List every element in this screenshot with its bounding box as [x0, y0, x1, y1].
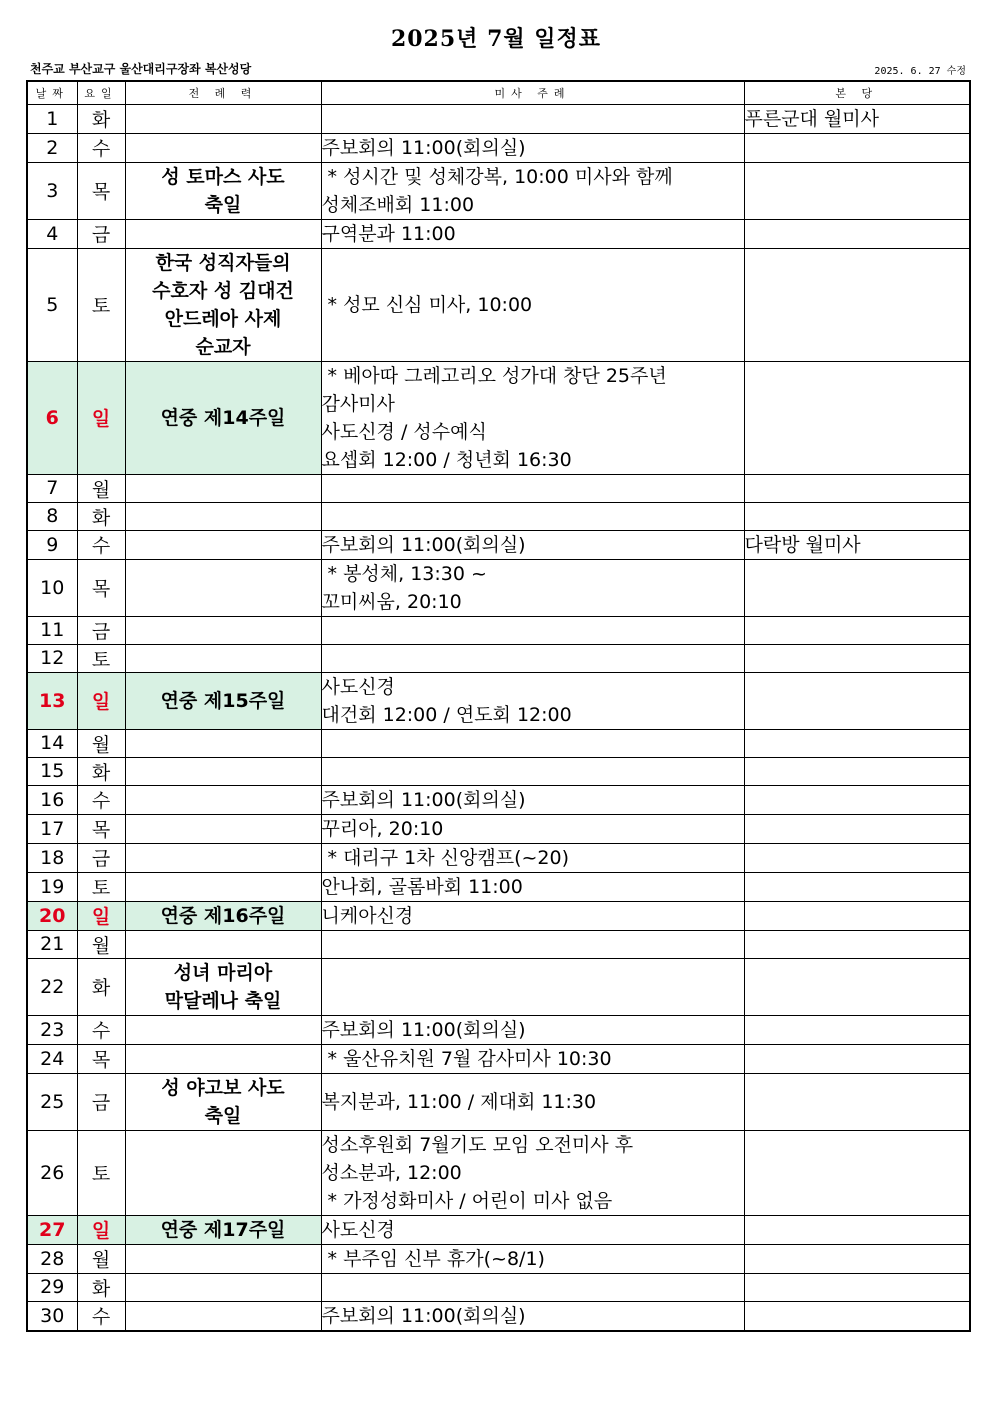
mass-cell: [321, 729, 744, 757]
liturgy-cell-line: 성 야고보 사도: [161, 1076, 285, 1099]
table-row: [27, 901, 970, 930]
table-row: [27, 1130, 970, 1215]
mass-cell-line: 주보회의 11:00(회의실): [321, 1018, 526, 1041]
parish-cell-line: 다락방 월미사: [744, 533, 861, 556]
parish-cell: [744, 219, 970, 248]
parish-cell: [744, 474, 970, 502]
day-cell: 4: [27, 219, 77, 248]
liturgy-cell: [125, 474, 321, 502]
liturgy-cell: [125, 785, 321, 814]
parish-name: 천주교 부산교구 울산대리구장좌 복산성당: [30, 62, 252, 76]
parish-cell: [744, 162, 970, 219]
day-cell: 2: [27, 133, 77, 162]
liturgy-cell: [125, 930, 321, 958]
table-row: [27, 785, 970, 814]
parish-cell: [744, 1044, 970, 1073]
table-header-row: [27, 81, 970, 104]
header-liturgy: 전 례 력: [125, 81, 321, 104]
weekday-cell: 월: [77, 1244, 125, 1273]
mass-cell-line: 대건회 12:00 / 연도회 12:00: [321, 703, 572, 726]
mass-cell-line: * 부주임 신부 휴가(~8/1): [321, 1247, 545, 1270]
liturgy-cell-line: 연중 제16주일: [160, 904, 286, 927]
table-row: [27, 1301, 970, 1331]
parish-cell-line: 푸른군대 월미사: [744, 107, 880, 130]
mass-cell: [321, 872, 744, 901]
parish-cell: [744, 757, 970, 785]
mass-cell: [321, 785, 744, 814]
mass-cell-line: * 성모 신심 미사, 10:00: [321, 293, 533, 316]
liturgy-cell: [125, 958, 321, 1015]
mass-cell: [321, 1244, 744, 1273]
table-row: [27, 843, 970, 872]
liturgy-cell: [125, 219, 321, 248]
table-row: [27, 361, 970, 474]
weekday-cell: 목: [77, 814, 125, 843]
weekday-cell: 화: [77, 502, 125, 530]
parish-cell: [744, 1301, 970, 1331]
parish-cell: [744, 958, 970, 1015]
day-cell: 13: [27, 672, 77, 729]
liturgy-cell-line: 수호자 성 김대건: [152, 279, 294, 302]
table-row: [27, 559, 970, 616]
parish-cell: [744, 1273, 970, 1301]
parish-cell: [744, 104, 970, 133]
parish-cell: [744, 248, 970, 361]
liturgy-cell: [125, 530, 321, 559]
table-row: [27, 616, 970, 644]
mass-cell-line: 꾸리아, 20:10: [321, 817, 444, 840]
mass-cell: [321, 843, 744, 872]
liturgy-cell: [125, 559, 321, 616]
table-row: [27, 1015, 970, 1044]
day-cell: 16: [27, 785, 77, 814]
weekday-cell: 금: [77, 1073, 125, 1130]
mass-cell: [321, 133, 744, 162]
liturgy-cell: [125, 644, 321, 672]
schedule-body: [27, 104, 970, 1331]
weekday-cell: 금: [77, 219, 125, 248]
table-row: [27, 1073, 970, 1130]
mass-cell: [321, 644, 744, 672]
parish-cell: [744, 1130, 970, 1215]
day-cell: 22: [27, 958, 77, 1015]
parish-cell: [744, 785, 970, 814]
liturgy-cell: [125, 1273, 321, 1301]
mass-cell-line: 꼬미씨움, 20:10: [321, 590, 462, 613]
table-row: [27, 248, 970, 361]
day-cell: 19: [27, 872, 77, 901]
schedule-table: [26, 80, 971, 1332]
weekday-cell: 일: [77, 361, 125, 474]
table-row: [27, 104, 970, 133]
table-row: [27, 930, 970, 958]
day-cell: 5: [27, 248, 77, 361]
mass-cell-line: * 베아따 그레고리오 성가대 창단 25주년: [321, 364, 667, 387]
table-row: [27, 814, 970, 843]
mass-cell: [321, 1273, 744, 1301]
day-cell: 14: [27, 729, 77, 757]
mass-cell: [321, 1073, 744, 1130]
day-cell: 15: [27, 757, 77, 785]
weekday-cell: 월: [77, 474, 125, 502]
mass-cell-line: 사도신경: [321, 1218, 395, 1241]
parish-cell: [744, 1215, 970, 1244]
weekday-cell: 금: [77, 616, 125, 644]
mass-cell-line: 성소분과, 12:00: [321, 1161, 462, 1184]
table-row: [27, 502, 970, 530]
liturgy-cell-line: 안드레아 사제: [164, 307, 282, 330]
liturgy-cell: [125, 814, 321, 843]
mass-cell-line: 안나회, 골롬바회 11:00: [321, 875, 523, 898]
weekday-cell: 수: [77, 133, 125, 162]
mass-cell-line: * 대리구 1차 신앙캠프(~20): [321, 846, 570, 869]
parish-cell: [744, 930, 970, 958]
liturgy-cell: [125, 901, 321, 930]
table-row: [27, 530, 970, 559]
table-row: [27, 729, 970, 757]
liturgy-cell: [125, 1301, 321, 1331]
table-row: [27, 958, 970, 1015]
mass-cell: [321, 559, 744, 616]
mass-cell-line: 감사미사: [321, 392, 395, 415]
day-cell: 28: [27, 1244, 77, 1273]
day-cell: 23: [27, 1015, 77, 1044]
page-title: 2025년 7월 일정표: [390, 26, 602, 52]
day-cell: 9: [27, 530, 77, 559]
weekday-cell: 화: [77, 958, 125, 1015]
mass-cell: [321, 502, 744, 530]
day-cell: 6: [27, 361, 77, 474]
liturgy-cell-line: 한국 성직자들의: [155, 251, 291, 274]
mass-cell-line: 성체조배회 11:00: [321, 193, 475, 216]
liturgy-cell: [125, 757, 321, 785]
mass-cell-line: * 봉성체, 13:30 ~: [321, 562, 487, 585]
day-cell: 12: [27, 644, 77, 672]
mass-cell: [321, 1130, 744, 1215]
header-day: 날짜: [27, 81, 77, 104]
weekday-cell: 화: [77, 757, 125, 785]
liturgy-cell: [125, 248, 321, 361]
liturgy-cell: [125, 162, 321, 219]
mass-cell-line: 복지분과, 11:00 / 제대회 11:30: [321, 1090, 597, 1113]
weekday-cell: 금: [77, 843, 125, 872]
mass-cell: [321, 530, 744, 559]
mass-cell: [321, 248, 744, 361]
weekday-cell: 화: [77, 104, 125, 133]
mass-cell: [321, 757, 744, 785]
weekday-cell: 목: [77, 559, 125, 616]
liturgy-cell: [125, 872, 321, 901]
mass-cell: [321, 1015, 744, 1044]
mass-cell-line: 주보회의 11:00(회의실): [321, 788, 526, 811]
mass-cell-line: 니케아신경: [321, 904, 414, 927]
liturgy-cell: [125, 616, 321, 644]
mass-cell: [321, 162, 744, 219]
weekday-cell: 일: [77, 1215, 125, 1244]
day-cell: 29: [27, 1273, 77, 1301]
weekday-cell: 일: [77, 672, 125, 729]
weekday-cell: 토: [77, 1130, 125, 1215]
weekday-cell: 수: [77, 1301, 125, 1331]
parish-cell: [744, 872, 970, 901]
weekday-cell: 월: [77, 930, 125, 958]
parish-cell: [744, 361, 970, 474]
table-row: [27, 1244, 970, 1273]
day-cell: 24: [27, 1044, 77, 1073]
table-row: [27, 162, 970, 219]
liturgy-cell: [125, 1244, 321, 1273]
liturgy-cell-line: 성 토마스 사도: [161, 165, 285, 188]
liturgy-cell-line: 축일: [204, 193, 242, 216]
table-row: [27, 872, 970, 901]
day-cell: 27: [27, 1215, 77, 1244]
weekday-cell: 수: [77, 1015, 125, 1044]
mass-cell: [321, 901, 744, 930]
parish-cell: [744, 502, 970, 530]
liturgy-cell-line: 축일: [204, 1104, 242, 1127]
day-cell: 25: [27, 1073, 77, 1130]
day-cell: 10: [27, 559, 77, 616]
mass-cell-line: * 울산유치원 7월 감사미사 10:30: [321, 1047, 612, 1070]
parish-cell: [744, 133, 970, 162]
parish-cell: [744, 901, 970, 930]
liturgy-cell: [125, 1015, 321, 1044]
parish-cell: [744, 672, 970, 729]
liturgy-cell-line: 연중 제14주일: [160, 406, 286, 429]
header-mass: 미사 주례: [321, 81, 744, 104]
parish-cell: [744, 814, 970, 843]
table-row: [27, 1044, 970, 1073]
liturgy-cell: [125, 1130, 321, 1215]
parish-cell: [744, 559, 970, 616]
day-cell: 7: [27, 474, 77, 502]
mass-cell: [321, 104, 744, 133]
weekday-cell: 화: [77, 1273, 125, 1301]
mass-cell-line: * 성시간 및 성체강복, 10:00 미사와 함께: [321, 165, 673, 188]
table-row: [27, 474, 970, 502]
liturgy-cell: [125, 672, 321, 729]
day-cell: 3: [27, 162, 77, 219]
liturgy-cell-line: 성녀 마리아: [173, 961, 273, 984]
weekday-cell: 월: [77, 729, 125, 757]
liturgy-cell-line: 순교자: [195, 335, 251, 358]
liturgy-cell: [125, 1215, 321, 1244]
table-row: [27, 644, 970, 672]
day-cell: 21: [27, 930, 77, 958]
day-cell: 20: [27, 901, 77, 930]
liturgy-cell: [125, 729, 321, 757]
weekday-cell: 수: [77, 530, 125, 559]
day-cell: 1: [27, 104, 77, 133]
mass-cell: [321, 361, 744, 474]
day-cell: 11: [27, 616, 77, 644]
mass-cell-line: 주보회의 11:00(회의실): [321, 136, 526, 159]
parish-cell: [744, 729, 970, 757]
mass-cell: [321, 672, 744, 729]
liturgy-cell: [125, 1073, 321, 1130]
parish-cell: [744, 1015, 970, 1044]
mass-cell: [321, 474, 744, 502]
weekday-cell: 토: [77, 872, 125, 901]
weekday-cell: 수: [77, 785, 125, 814]
table-row: [27, 1273, 970, 1301]
liturgy-cell: [125, 361, 321, 474]
day-cell: 30: [27, 1301, 77, 1331]
mass-cell: [321, 814, 744, 843]
parish-cell: [744, 843, 970, 872]
mass-cell-line: * 가정성화미사 / 어린이 미사 없음: [321, 1189, 613, 1212]
day-cell: 17: [27, 814, 77, 843]
mass-cell: [321, 1301, 744, 1331]
mass-cell: [321, 1044, 744, 1073]
liturgy-cell: [125, 1044, 321, 1073]
mass-cell-line: 사도신경: [321, 675, 395, 698]
table-row: [27, 1215, 970, 1244]
liturgy-cell: [125, 843, 321, 872]
mass-cell: [321, 958, 744, 1015]
table-row: [27, 133, 970, 162]
mass-cell: [321, 1215, 744, 1244]
parish-cell: [744, 616, 970, 644]
revised-date: 2025. 6. 27 수정: [874, 66, 966, 77]
weekday-cell: 목: [77, 1044, 125, 1073]
liturgy-cell: [125, 104, 321, 133]
mass-cell-line: 구역분과 11:00: [321, 222, 456, 245]
mass-cell-line: 주보회의 11:00(회의실): [321, 1304, 526, 1327]
parish-cell: [744, 1073, 970, 1130]
parish-cell: [744, 644, 970, 672]
mass-cell-line: 사도신경 / 성수예식: [321, 420, 487, 443]
table-row: [27, 757, 970, 785]
day-cell: 18: [27, 843, 77, 872]
day-cell: 26: [27, 1130, 77, 1215]
table-row: [27, 219, 970, 248]
header-dow: 요일: [77, 81, 125, 104]
header-main: 본 당: [744, 81, 970, 104]
day-cell: 8: [27, 502, 77, 530]
mass-cell: [321, 219, 744, 248]
weekday-cell: 토: [77, 644, 125, 672]
liturgy-cell-line: 연중 제15주일: [160, 689, 286, 712]
table-row: [27, 672, 970, 729]
weekday-cell: 목: [77, 162, 125, 219]
liturgy-cell-line: 연중 제17주일: [160, 1218, 286, 1241]
liturgy-cell: [125, 502, 321, 530]
parish-cell: [744, 1244, 970, 1273]
mass-cell-line: 요셉회 12:00 / 청년회 16:30: [321, 448, 572, 471]
weekday-cell: 일: [77, 901, 125, 930]
liturgy-cell-line: 막달레나 축일: [164, 989, 282, 1012]
mass-cell: [321, 930, 744, 958]
parish-cell: [744, 530, 970, 559]
mass-cell-line: 성소후원회 7월기도 모임 오전미사 후: [321, 1133, 634, 1156]
liturgy-cell: [125, 133, 321, 162]
mass-cell: [321, 616, 744, 644]
mass-cell-line: 주보회의 11:00(회의실): [321, 533, 526, 556]
weekday-cell: 토: [77, 248, 125, 361]
